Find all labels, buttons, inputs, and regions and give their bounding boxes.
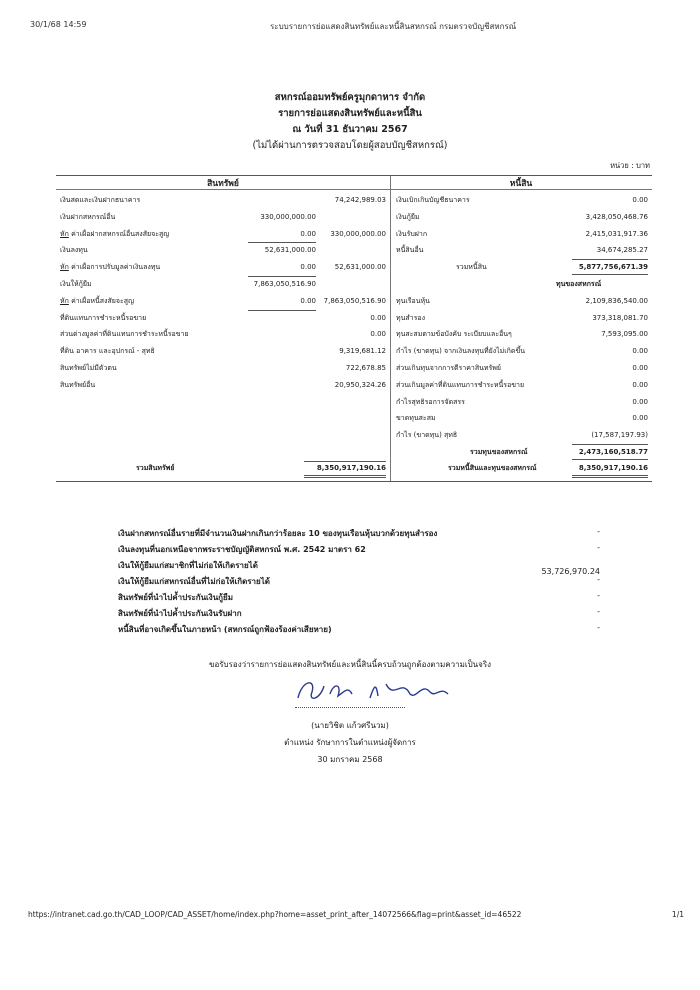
subtotal-rule	[248, 276, 316, 277]
liability-value: 3,428,050,468.76	[585, 212, 648, 221]
equity-label: ขาดทุนสะสม	[396, 414, 436, 423]
asset-label-text: เงินลงทุน	[60, 246, 88, 255]
equity-label: ทุนเรือนหุ้น	[396, 296, 430, 305]
asset-row-label	[60, 379, 95, 392]
equity-label: กำไรสุทธิรอการจัดสรร	[396, 397, 465, 406]
liabilities-heading: หนี้สิน	[390, 176, 652, 190]
print-datetime: 30/1/68 14:59	[30, 20, 87, 29]
asset-label-text: เงินให้กู้ยืม	[60, 280, 92, 288]
grand-rule-bottom	[572, 475, 648, 476]
asset-value: 52,631,000.00	[334, 263, 386, 272]
liability-label: หนี้สินอื่น	[396, 246, 424, 255]
page-url: https://intranet.cad.go.th/CAD_LOOP/CAD_ASSET/home/index.php?home=asset_print_after_14072566&flag=print&asset_id=46522	[28, 910, 522, 919]
asset-row-label	[60, 244, 88, 257]
liability-rule	[572, 259, 648, 260]
total-rule-bottom	[304, 475, 386, 476]
balance-table	[56, 175, 652, 482]
asset-label-text: ค่าเผื่อการปรับมูลค่าเงินลงทุน	[68, 263, 161, 272]
asset-row-label	[60, 211, 115, 224]
asset-row-label	[60, 312, 146, 325]
asset-row-label	[60, 278, 92, 291]
unit-label: หน่วย : บาท	[610, 161, 650, 170]
asset-row-label	[60, 295, 134, 308]
subtotal-rule	[248, 242, 316, 243]
equity-label: กำไร (ขาดทุน) จากเงินลงทุนที่ยังไม่เกิดขึ้น	[396, 347, 526, 356]
asset-row-label	[60, 228, 169, 241]
liability-value: 34,674,285.27	[596, 246, 648, 255]
equity-label: ส่วนเกินมูลค่าที่ดินแทนการชำระหนี้รอขาย	[396, 380, 525, 389]
asset-value: 74,242,989.03	[334, 196, 386, 204]
total-rule-double	[304, 477, 386, 478]
note-label: หนี้สินที่อาจเกิดขึ้นในภายหน้า (สหกรณ์ถูกฟ้องร้องค่าเสียหาย)	[118, 625, 332, 634]
liability-label: เงินกู้ยืม	[396, 212, 420, 221]
note-label: สินทรัพย์ที่นำไปค้ำประกันเงินรับฝาก	[118, 609, 242, 618]
note-value: -	[597, 591, 600, 600]
note-value: -	[597, 527, 600, 536]
asset-label-text: เงินฝากสหกรณ์อื่น	[60, 212, 116, 221]
asset-row-label	[60, 345, 155, 358]
equity-heading: ทุนของสหกรณ์	[556, 280, 602, 288]
note-value: -	[597, 543, 600, 552]
liability-value: 2,415,031,917.36	[585, 229, 648, 238]
equity-value: 373,318,081.70	[592, 313, 648, 322]
equity-total-rule	[572, 459, 648, 460]
equity-value: 0.00	[632, 347, 648, 356]
signer-position: ตำแหน่ง รักษาการในตำแหน่งผู้จัดการ	[284, 738, 416, 747]
asset-label-text: สินทรัพย์ไม่มีตัวตน	[60, 364, 117, 372]
asset-label-text: ที่ดิน อาคาร และอุปกรณ์ - สุทธิ	[60, 347, 155, 356]
equity-value: 0.00	[632, 414, 648, 423]
asset-sub-value: 52,631,000.00	[264, 246, 316, 255]
note-value: -	[597, 607, 600, 616]
liability-value: 0.00	[632, 196, 648, 204]
asset-sub-value: 330,000,000.00	[260, 212, 316, 221]
note-label: สินทรัพย์ที่นำไปค้ำประกันเงินกู้ยืม	[118, 593, 233, 602]
total-rule-top	[304, 461, 386, 462]
equity-label: ทุนสะสมตามข้อบังคับ ระเบียบและอื่นๆ	[396, 330, 512, 339]
audit-note: (ไม่ได้ผ่านการตรวจสอบโดยผู้สอบบัญชีสหกรณ์)	[252, 140, 448, 151]
equity-label: ทุนสำรอง	[396, 313, 425, 322]
report-title: รายการย่อแสดงสินทรัพย์และหนี้สิน	[278, 108, 422, 119]
equity-value: 2,109,836,540.00	[585, 296, 648, 305]
asset-value: 7,863,050,516.90	[323, 296, 386, 305]
equity-value: (17,587,197.93)	[591, 431, 648, 440]
equity-value: 0.00	[632, 397, 648, 406]
note-label: เงินฝากสหกรณ์อื่นรายที่มีจำนวนเงินฝากเกินกว่าร้อยละ 10 ของทุนเรือนหุ้นบวกด้วยทุนสำรอง	[118, 529, 438, 538]
asset-value: 330,000,000.00	[330, 229, 386, 238]
signature	[290, 672, 460, 708]
liability-label: เงินเบิกเกินบัญชีธนาคาร	[396, 196, 470, 204]
note-label: เงินลงทุนที่นอกเหนือจากพระราชบัญญัติสหกรณ์ พ.ศ. 2542 มาตรา 62	[118, 545, 366, 554]
asset-row-label	[60, 261, 160, 274]
asset-label-text: ค่าเผื่อฝากสหกรณ์อื่นสงสัยจะสูญ	[68, 229, 170, 238]
total-liabilities-label: รวมหนี้สิน	[456, 263, 487, 272]
asset-label-text: ที่ดินแทนการชำระหนี้รอขาย	[60, 313, 147, 322]
asset-row-label	[60, 194, 140, 207]
asset-row-label	[60, 362, 117, 375]
total-equity-value: 2,473,160,518.77	[578, 448, 648, 456]
deduct-label: หัก	[60, 296, 69, 305]
page-number: 1/1	[671, 910, 684, 919]
equity-value: 7,593,095.00	[601, 330, 648, 339]
asset-row-label	[60, 328, 189, 341]
asset-label-text: ค่าเผื่อหนี้สงสัยจะสูญ	[68, 296, 134, 305]
assets-heading: สินทรัพย์	[56, 176, 390, 190]
column-divider	[390, 176, 391, 481]
asset-label-text: สินทรัพย์อื่น	[60, 380, 96, 389]
signer-name: (นายวิชิต แก้วศรีนวม)	[311, 721, 389, 730]
asset-value: 9,319,681.12	[339, 347, 386, 356]
equity-value: 0.00	[632, 364, 648, 372]
liability-label: เงินรับฝาก	[396, 229, 428, 238]
note-value: 53,726,970.24	[541, 567, 600, 576]
grand-rule-double	[572, 477, 648, 478]
signed-date: 30 มกราคม 2568	[317, 755, 383, 764]
total-liabilities-value: 5,877,756,671.39	[578, 263, 648, 272]
note-label: เงินให้กู้ยืมแก่สหกรณ์อื่นที่ไม่ก่อให้เกิดรายได้	[118, 577, 270, 586]
deduct-label: หัก	[60, 229, 69, 238]
equity-rule	[572, 444, 648, 445]
asset-value: 0.00	[370, 313, 386, 322]
system-name: ระบบรายการย่อแสดงสินทรัพย์และหนี้สินสหกรณ์ กรมตรวจบัญชีสหกรณ์	[270, 22, 517, 31]
asset-sub-value: 7,863,050,516.90	[253, 280, 316, 288]
asset-value: 0.00	[370, 330, 386, 339]
deduct-label: หัก	[60, 263, 69, 272]
grand-total-value: 8,350,917,190.16	[578, 464, 648, 472]
asset-sub-value: 0.00	[300, 229, 316, 238]
asset-value: 20,950,324.26	[334, 380, 386, 389]
note-value: -	[597, 623, 600, 632]
asset-label-text: เงินสดและเงินฝากธนาคาร	[60, 196, 141, 204]
total-assets-value: 8,350,917,190.16	[316, 464, 386, 472]
certify-text: ขอรับรองว่ารายการย่อแสดงสินทรัพย์และหนี้สินนี้ครบถ้วนถูกต้องตามความเป็นจริง	[208, 660, 492, 669]
liability-total-rule	[572, 274, 648, 275]
asset-label-text: ส่วนต่างมูลค่าที่ดินแทนการชำระหนี้รอขาย	[60, 330, 189, 339]
equity-value: 0.00	[632, 380, 648, 389]
equity-label: ส่วนเกินทุนจากการตีราคาสินทรัพย์	[396, 364, 501, 372]
total-assets-label: รวมสินทรัพย์	[136, 464, 175, 472]
equity-label: กำไร (ขาดทุน) สุทธิ	[396, 431, 458, 440]
note-value: -	[597, 575, 600, 584]
asset-sub-value: 0.00	[300, 296, 316, 305]
report-date: ณ วันที่ 31 ธันวาคม 2567	[292, 124, 408, 135]
org-name: สหกรณ์ออมทรัพย์ครูมุกดาหาร จำกัด	[274, 92, 426, 103]
note-label: เงินให้กู้ยืมแก่สมาชิกที่ไม่ก่อให้เกิดรายได้	[118, 561, 258, 570]
total-equity-label: รวมทุนของสหกรณ์	[470, 448, 528, 456]
signature-line	[295, 707, 405, 708]
grand-total-label: รวมหนี้สินและทุนของสหกรณ์	[448, 464, 537, 472]
asset-value: 722,678.85	[345, 364, 386, 372]
asset-sub-value: 0.00	[300, 263, 316, 272]
subtotal-rule	[248, 310, 316, 311]
